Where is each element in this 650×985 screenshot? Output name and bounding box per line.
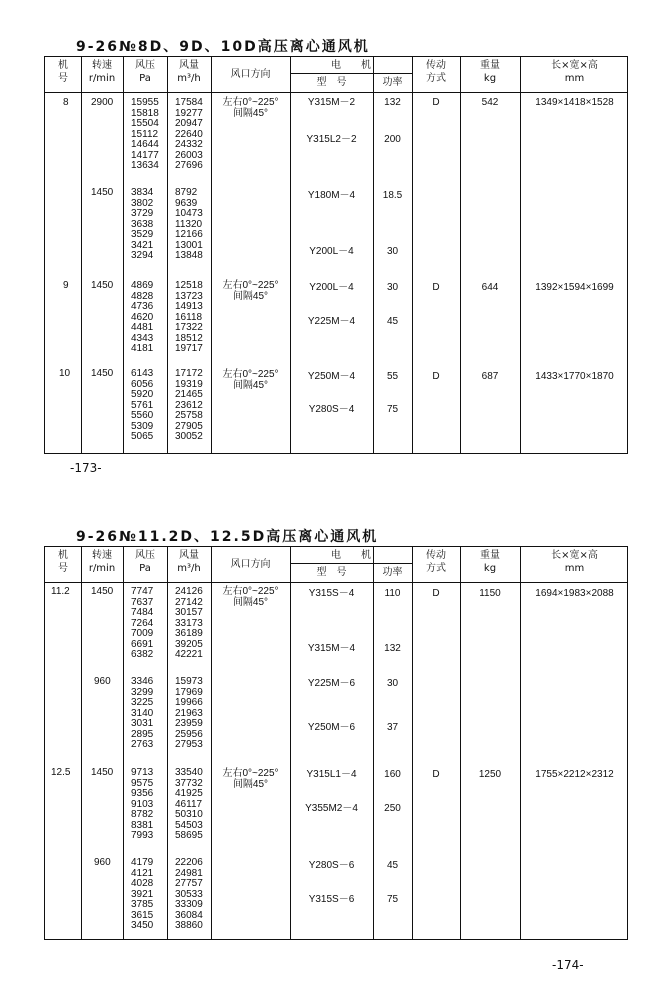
header-no: 机 号 xyxy=(58,550,68,574)
pressure-list: 7747 7637 7484 7264 7009 6691 6382 xyxy=(131,586,154,660)
flow-list: 22206 24981 27757 30533 33309 36084 38860 xyxy=(175,857,203,931)
motor-model: Y280S－6 xyxy=(308,860,355,871)
motor-model: Y225M－4 xyxy=(307,316,356,327)
header-speed: 转速 r/min xyxy=(88,550,116,574)
motor-power: 132 xyxy=(384,97,401,108)
motor-model: Y280S－4 xyxy=(308,404,355,415)
drive-type: D xyxy=(432,282,440,293)
dimensions-value: 1694×1983×2088 xyxy=(535,588,614,599)
pressure-list: 3834 3802 3729 3638 3529 3421 3294 xyxy=(131,187,154,261)
outlet-direction: 左右0°~225° 间隔45° xyxy=(222,369,279,391)
weight-value: 687 xyxy=(481,371,499,382)
spec-table xyxy=(44,546,628,940)
speed-value: 1450 xyxy=(91,368,114,379)
motor-model: Y315M－4 xyxy=(307,643,356,654)
header-motor: 电 机 xyxy=(331,60,371,71)
drive-type: D xyxy=(432,97,440,108)
header-motor-model: 型 号 xyxy=(316,567,347,578)
fan-no: 8 xyxy=(63,97,69,108)
pressure-list: 4869 4828 4736 4620 4481 4343 4181 xyxy=(131,280,154,354)
outlet-direction: 左右0°~225° 间隔45° xyxy=(222,768,279,790)
dimensions-value: 1349×1418×1528 xyxy=(535,97,614,108)
fan-no: 12.5 xyxy=(51,767,71,778)
header-dims: 长×宽×高 mm xyxy=(551,60,598,84)
motor-power: 160 xyxy=(384,769,401,780)
header-motor-power: 功率 xyxy=(382,567,403,578)
pressure-list: 6143 6056 5920 5761 5560 5309 5065 xyxy=(131,368,154,442)
motor-power: 45 xyxy=(386,860,399,871)
speed-value: 1450 xyxy=(91,586,114,597)
fan-no: 10 xyxy=(59,368,71,379)
outlet-direction: 左右0°~225° 间隔45° xyxy=(222,586,279,608)
flow-list: 17584 19277 20947 22640 24332 26003 27696 xyxy=(175,97,203,171)
pressure-list: 9713 9575 9356 9103 8782 8381 7993 xyxy=(131,767,154,841)
motor-power: 55 xyxy=(386,371,399,382)
header-pressure: 风压 Pa xyxy=(135,60,155,84)
outlet-direction: 左右0°~225° 间隔45° xyxy=(222,280,279,302)
outlet-direction: 左右0°~225° 间隔45° xyxy=(222,97,279,119)
page-title: 9-26№11.2D、12.5D高压离心通风机 xyxy=(76,529,379,545)
motor-model: Y315L2－2 xyxy=(306,134,357,145)
motor-model: Y315L1－4 xyxy=(306,769,357,780)
motor-model: Y200L－4 xyxy=(309,282,354,293)
header-dims: 长×宽×高 mm xyxy=(551,550,598,574)
drive-type: D xyxy=(432,588,440,599)
flow-list: 17172 19319 21465 23612 25758 27905 30052 xyxy=(175,368,203,442)
header-weight: 重量 kg xyxy=(480,60,500,84)
flow-list: 12518 13723 14913 16118 17322 18512 19717 xyxy=(175,280,203,354)
header-outlet: 风口方向 xyxy=(230,69,271,80)
motor-model: Y355M2－4 xyxy=(305,803,358,814)
header-drive: 传动 方式 xyxy=(426,60,446,84)
speed-value: 2900 xyxy=(91,97,114,108)
dimensions-value: 1755×2212×2312 xyxy=(535,769,614,780)
drive-type: D xyxy=(432,769,440,780)
dimensions-value: 1433×1770×1870 xyxy=(535,371,614,382)
speed-value: 960 xyxy=(94,857,111,868)
motor-model: Y225M－6 xyxy=(307,678,356,689)
motor-model: Y315M－2 xyxy=(307,97,356,108)
header-pressure: 风压 Pa xyxy=(135,550,155,574)
motor-model: Y250M－6 xyxy=(307,722,356,733)
speed-value: 1450 xyxy=(91,187,114,198)
motor-power: 75 xyxy=(386,404,399,415)
fan-no: 9 xyxy=(63,280,69,291)
header-flow: 风量 m³/h xyxy=(177,60,201,84)
motor-power: 110 xyxy=(384,588,401,599)
weight-value: 1250 xyxy=(478,769,502,780)
header-motor: 电 机 xyxy=(331,550,371,561)
weight-value: 1150 xyxy=(479,588,501,599)
pressure-list: 4179 4121 4028 3921 3785 3615 3450 xyxy=(131,857,154,931)
motor-power: 30 xyxy=(386,246,399,257)
header-motor-model: 型 号 xyxy=(316,77,347,88)
weight-value: 644 xyxy=(481,282,499,293)
header-motor-power: 功率 xyxy=(382,77,403,88)
motor-power: 30 xyxy=(386,282,399,293)
motor-power: 45 xyxy=(386,316,399,327)
motor-power: 250 xyxy=(384,803,401,814)
page-number: -174- xyxy=(552,958,584,972)
motor-power: 200 xyxy=(384,134,401,145)
drive-type: D xyxy=(432,371,440,382)
motor-power: 75 xyxy=(386,894,399,905)
flow-list: 24126 27142 30157 33173 36189 39205 42221 xyxy=(175,586,203,660)
fan-no: 11.2 xyxy=(51,586,70,597)
header-weight: 重量 kg xyxy=(480,550,500,574)
header-drive: 传动 方式 xyxy=(426,550,446,574)
weight-value: 542 xyxy=(481,97,499,108)
page-title: 9-26№8D、9D、10D高压离心通风机 xyxy=(76,39,370,55)
header-outlet: 风口方向 xyxy=(230,559,271,570)
speed-value: 1450 xyxy=(91,280,114,291)
page-number: -173- xyxy=(70,461,102,475)
speed-value: 1450 xyxy=(91,767,114,778)
header-flow: 风量 m³/h xyxy=(177,550,201,574)
motor-power: 18.5 xyxy=(382,190,403,201)
motor-model: Y315S－4 xyxy=(308,588,355,599)
motor-model: Y250M－4 xyxy=(307,371,356,382)
motor-model: Y315S－6 xyxy=(308,894,355,905)
speed-value: 960 xyxy=(94,676,111,687)
spec-table xyxy=(44,56,628,454)
motor-power: 30 xyxy=(386,678,399,689)
motor-power: 132 xyxy=(384,643,401,654)
motor-power: 37 xyxy=(386,722,399,733)
flow-list: 15973 17969 19966 21963 23959 25956 27953 xyxy=(175,676,203,750)
pressure-list: 15955 15818 15504 15112 14644 14177 13634 xyxy=(131,97,159,171)
flow-list: 33540 37732 41925 46117 50310 54503 58695 xyxy=(175,767,203,841)
header-speed: 转速 r/min xyxy=(88,60,116,84)
pressure-list: 3346 3299 3225 3140 3031 2895 2763 xyxy=(131,676,154,750)
dimensions-value: 1392×1594×1699 xyxy=(535,282,614,293)
header-no: 机 号 xyxy=(58,60,68,84)
motor-model: Y200L－4 xyxy=(309,246,354,257)
motor-model: Y180M－4 xyxy=(307,190,356,201)
flow-list: 8792 9639 10473 11320 12166 13001 13848 xyxy=(175,187,203,261)
